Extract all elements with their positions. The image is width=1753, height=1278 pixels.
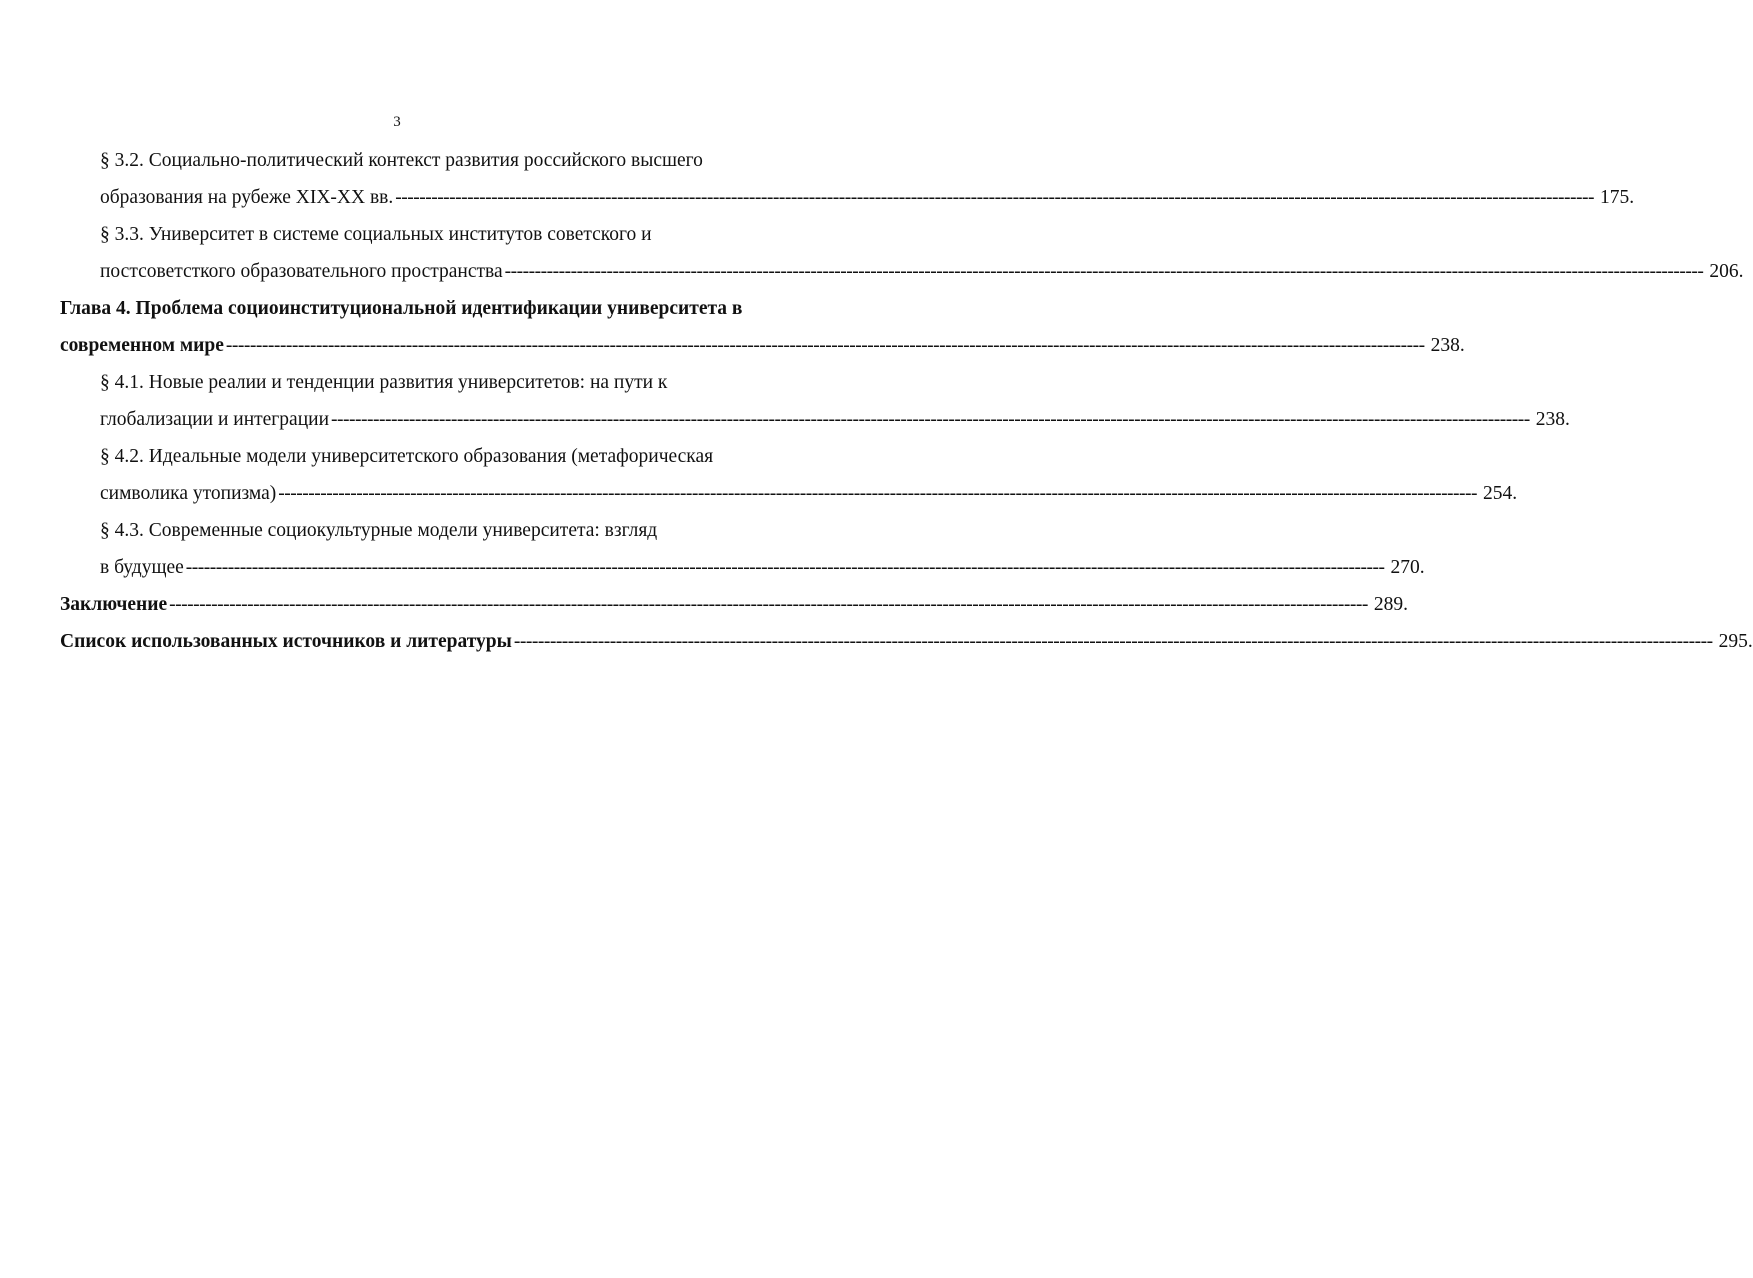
toc-leader: -------------------------------------------------------------------------------------------------------------------------------------------------------------------------------------------------------- [395, 187, 1594, 208]
toc-leader: -------------------------------------------------------------------------------------------------------------------------------------------------------------------------------------------------------- [278, 483, 1478, 504]
toc-entry-text: Заключение [60, 594, 168, 615]
toc-leader: -------------------------------------------------------------------------------------------------------------------------------------------------------------------------------------------------------- [513, 631, 1713, 652]
toc-page-number: 270. [1390, 557, 1425, 578]
toc-entry-text: современном мире [60, 335, 224, 356]
toc-page-number: 289. [1373, 594, 1409, 615]
toc-sources[interactable] [60, 623, 1753, 660]
toc-entry-4-3-line-2[interactable] [60, 549, 1425, 586]
toc-entry-3-3-line-1: § 3.3. Университет в системе социальных институтов советского и [100, 224, 652, 245]
toc-entry-text: Список использованных источников и литературы [60, 631, 512, 652]
toc-entry-3-2-line-2[interactable] [60, 179, 1635, 216]
toc-page-number: 238. [1535, 409, 1570, 430]
toc-leader: -------------------------------------------------------------------------------------------------------------------------------------------------------------------------------------------------------- [185, 557, 1385, 578]
toc-chapter-4-line-2[interactable] [60, 327, 1465, 364]
toc-entry-text: постсоветсткого образовательного пространства [100, 261, 503, 282]
toc-page-number: 238. [1430, 335, 1465, 356]
toc-page-number: 295. [1718, 631, 1753, 652]
toc-leader: -------------------------------------------------------------------------------------------------------------------------------------------------------------------------------------------------------- [169, 594, 1368, 615]
toc-entry-3-3-line-2[interactable] [60, 253, 1744, 290]
toc-leader: -------------------------------------------------------------------------------------------------------------------------------------------------------------------------------------------------------- [331, 409, 1530, 430]
toc-page-number: 206. [1709, 261, 1744, 282]
toc-entry-4-2-line-1: § 4.2. Идеальные модели университетского образования (метафорическая [100, 446, 714, 467]
toc-entry-text: символика утопизма) [100, 483, 277, 504]
toc-entry-4-2-line-2[interactable] [60, 475, 1518, 512]
toc-entry-4-1-line-2[interactable] [60, 401, 1570, 438]
toc-entry-text: в будущее [100, 557, 184, 578]
toc-page-number: 254. [1483, 483, 1518, 504]
page-number: 3 [393, 114, 401, 130]
toc-chapter-4-line-1: Глава 4. Проблема социоинституциональной идентификации университета в [60, 298, 743, 319]
toc-entry-text: глобализации и интеграции [100, 409, 330, 430]
toc-entry-text: образования на рубеже XIX-XX вв. [100, 187, 394, 208]
toc-page-number: 175. [1599, 187, 1635, 208]
toc-entry-4-3-line-1: § 4.3. Современные социокультурные модели университета: взгляд [100, 520, 658, 541]
toc-entry-4-1-line-1: § 4.1. Новые реалии и тенденции развития университетов: на пути к [100, 372, 668, 393]
toc-conclusion[interactable] [60, 586, 1409, 623]
toc-leader: -------------------------------------------------------------------------------------------------------------------------------------------------------------------------------------------------------- [225, 335, 1425, 356]
toc-leader: -------------------------------------------------------------------------------------------------------------------------------------------------------------------------------------------------------- [504, 261, 1704, 282]
table-of-contents [60, 142, 1753, 660]
toc-entry-3-2-line-1: § 3.2. Социально-политический контекст развития российского высшего [100, 150, 703, 171]
